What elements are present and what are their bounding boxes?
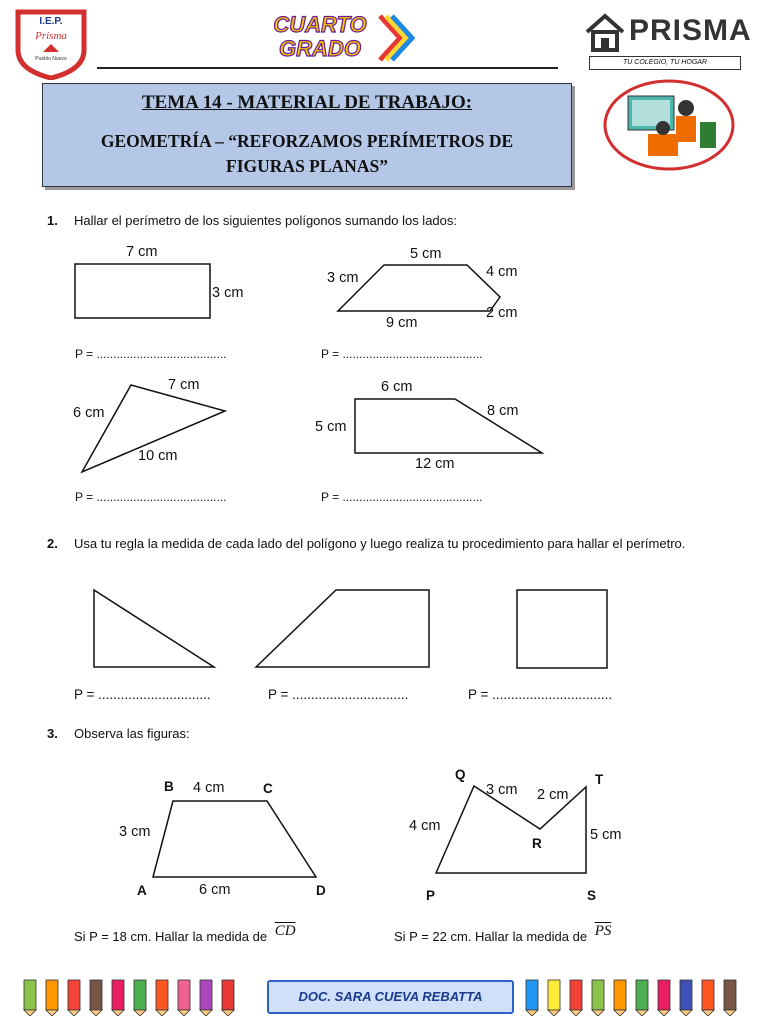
title-line1: TEMA 14 - MATERIAL DE TRABAJO: (141, 92, 473, 113)
p-answer-rect[interactable]: P = ....................................... (75, 347, 227, 361)
abcd-top-label: 4 cm (193, 780, 225, 796)
p-answer-q2-3[interactable]: P = ................................ (468, 687, 613, 702)
school-logo-name: Prisma (35, 30, 67, 42)
q2-text: Usa tu regla la medida de cada lado del polígono y luego realiza tu procedimiento para hallar el perímetro. (74, 536, 686, 551)
brand-name: PRISMA (629, 14, 752, 47)
trapezoid-abcd-shape (153, 801, 316, 877)
q2-number: 2. (47, 536, 58, 551)
vertex-b: B (164, 779, 174, 794)
qr-label: 3 cm (486, 782, 518, 798)
grade-badge-line1: CUARTO (273, 12, 367, 37)
vertex-r: R (532, 836, 542, 851)
ts-label: 5 cm (590, 827, 622, 843)
p-answer-quad[interactable]: P = .......................................... (321, 490, 483, 504)
q1-text: Hallar el perímetro de los siguientes polígonos sumando los lados: (74, 213, 457, 228)
pencils-right (518, 974, 758, 1016)
q1-number: 1. (47, 213, 58, 228)
quad-left-label: 5 cm (315, 419, 347, 435)
p-answer-tri[interactable]: P = ....................................... (75, 490, 227, 504)
school-logo-top: I.E.P. (39, 16, 63, 27)
p-answer-trap[interactable]: P = .......................................... (321, 347, 483, 361)
segment-ps: $\overline{PS}$ (594, 923, 612, 939)
vertex-c: C (263, 781, 273, 796)
q3-text: Observa las figuras: (74, 726, 190, 741)
vertex-a: A (137, 883, 147, 898)
p-answer-q2-1[interactable]: P = .............................. (74, 687, 211, 702)
pq-label: 4 cm (409, 818, 441, 834)
teacher-name-box: DOC. SARA CUEVA REBATTA (267, 980, 514, 1014)
pencil-row-icon (518, 974, 758, 1016)
title-line2a: GEOMETRÍA – “REFORZAMOS PERÍMETROS DE (100, 131, 514, 151)
trap-right-top-label: 4 cm (486, 264, 518, 280)
trap-right-bottom-label: 2 cm (486, 305, 518, 321)
abcd-bottom-label: 6 cm (199, 882, 231, 898)
vertex-p: P (426, 888, 436, 903)
vertex-d: D (316, 883, 326, 898)
brand-slogan: TU COLEGIO, TU HOGAR (589, 56, 741, 70)
vertex-q: Q (455, 767, 466, 782)
pencils-left (16, 974, 256, 1016)
vertex-t: T (595, 772, 604, 787)
tri-left-label: 6 cm (73, 405, 105, 421)
tri-bottom-label: 10 cm (138, 448, 178, 464)
title-line2b: FIGURAS PLANAS” (226, 156, 388, 176)
grade-badge-line2: GRADO (279, 36, 361, 61)
rect-top-label: 7 cm (126, 244, 158, 260)
p-answer-q2-2[interactable]: P = ............................... (268, 687, 409, 702)
segment-cd: $\overline{CD}$ (274, 923, 296, 939)
rt-label: 2 cm (537, 787, 569, 803)
school-logo-place: Pueblo Nuevo (35, 56, 67, 62)
quad-bottom-label: 12 cm (415, 456, 455, 472)
rect-right-label: 3 cm (212, 285, 244, 301)
trap-left-label: 3 cm (327, 270, 359, 286)
trap-top-label: 5 cm (410, 246, 442, 262)
quad-top-label: 6 cm (381, 379, 413, 395)
q3-number: 3. (47, 726, 58, 741)
trap-bottom-label: 9 cm (386, 315, 418, 331)
q3-ask-1 (74, 923, 296, 946)
tri-top-label: 7 cm (168, 377, 200, 393)
quad-slant-label: 8 cm (487, 403, 519, 419)
pencil-row-icon (16, 974, 256, 1016)
vertex-s: S (587, 888, 597, 903)
q3-ask-2 (394, 923, 612, 946)
q3-ask-1-text: Si P = 18 cm. Hallar la medida de (74, 929, 268, 944)
q3-ask-2-text: Si P = 22 cm. Hallar la medida de (394, 929, 588, 944)
abcd-left-label: 3 cm (119, 824, 151, 840)
